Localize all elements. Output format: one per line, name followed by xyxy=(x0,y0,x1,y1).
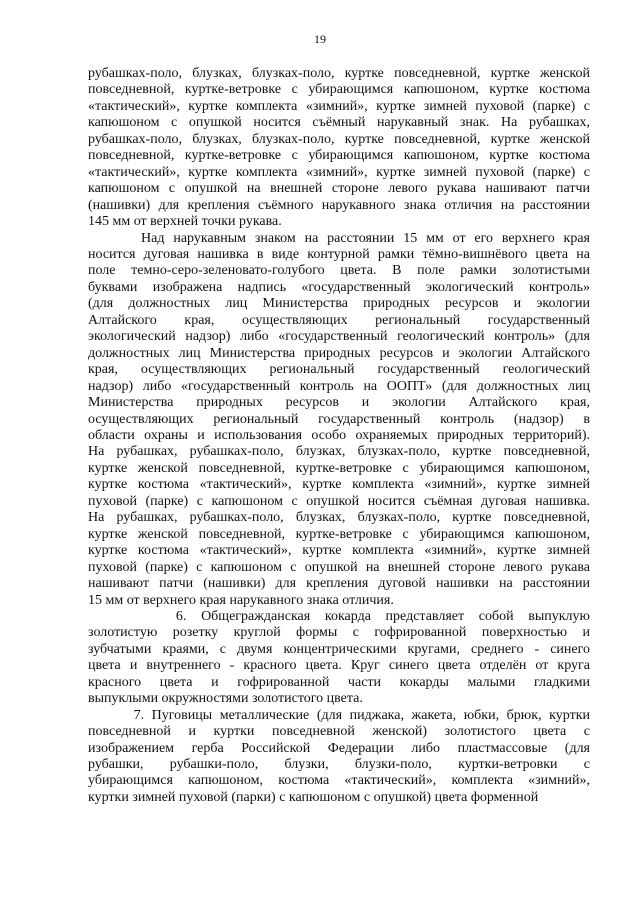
text-line: куртке женской повседневной, куртке-ветровке с убирающимся капюшоном, xyxy=(88,460,590,476)
text-line: 7. Пуговицы металлические (для пиджака, жакета, юбки, брюк, куртки xyxy=(88,707,590,723)
text-line: Алтайского края, осуществляющих региональный государственный xyxy=(88,312,590,328)
text-line: убирающимся капюшоном, костюма «тактический», комплекта «зимний», xyxy=(88,773,590,789)
text-line: 6. Общегражданская кокарда представляет собой выпуклую xyxy=(88,608,590,624)
text-line: 145 мм от верхней точки рукава. xyxy=(88,214,282,230)
text-line: куртке женской повседневной, куртке-ветровке с убирающимся капюшоном, xyxy=(88,526,590,542)
text-line: золотистую розетку круглой формы с гофрированной поверхностью и xyxy=(88,625,590,641)
text-line: осуществляющих региональный государственный контроль (надзор) в xyxy=(88,411,590,427)
text-line: нашивают патчи (нашивки) для крепления дуговой нашивки на расстоянии xyxy=(88,576,590,592)
text-line: (для должностных лиц Министерства природных ресурсов и экологии xyxy=(88,296,590,312)
text-line: повседневной, куртке-ветровке с убирающимся капюшоном, куртке костюма xyxy=(88,148,590,164)
paragraph-buttons xyxy=(88,708,590,807)
text-line: красного цвета и гофрированной части кокарды малыми гладкими xyxy=(88,674,590,690)
text-line: области охраны и использования особо охраняемых природных территорий). xyxy=(88,427,590,443)
text-line: надзор) либо «государственный контроль на ООПТ» (для должностных лиц xyxy=(88,378,590,394)
text-line: куртке костюма «тактический», куртке комплекта «зимний», куртке зимней xyxy=(88,543,590,559)
text-line: «тактический», куртке комплекта «зимний», куртке зимней пуховой (парке) с xyxy=(88,164,590,180)
text-line: На рубашках, рубашках-поло, блузках, блузках-поло, куртке повседневной, xyxy=(88,444,590,460)
text-line: повседневной и куртки повседневной женской) золотистого цвета с xyxy=(88,724,590,740)
text-line: На рубашках, рубашках-поло, блузках, блузках-поло, куртке повседневной, xyxy=(88,510,590,526)
text-line: рубашках-поло, блузках, блузках-поло, куртке повседневной, куртке женской xyxy=(88,66,590,81)
text-line: зубчатыми краями, с двумя концентрическими кругами, среднего - синего xyxy=(88,641,590,657)
text-line: 15 мм от верхнего края нарукавного знака отличия. xyxy=(88,592,394,608)
text-line: «тактический», куртке комплекта «зимний», куртке зимней пуховой (парке) с xyxy=(88,98,590,114)
text-line: буквами изображена надпись «государственный экологический контроль» xyxy=(88,279,590,295)
text-line: рубашках-поло, блузках, блузках-поло, куртке повседневной, куртке женской xyxy=(88,131,590,147)
text-line: выпуклыми окружностями золотистого цвета. xyxy=(88,691,363,707)
text-line: носится дуговая нашивка в виде контурной рамки тёмно-вишнёвого цвета на xyxy=(88,246,590,262)
document-body xyxy=(88,66,590,806)
text-line: изображением герба Российской Федерации либо пластмассовые (для xyxy=(88,740,590,756)
text-line: должностных лиц Министерства природных ресурсов и экологии Алтайского xyxy=(88,345,590,361)
text-line: Министерства природных ресурсов и экологии Алтайского края, xyxy=(88,395,590,411)
text-line: экологический надзор) либо «государственный геологический контроль» (для xyxy=(88,329,590,345)
text-line: (нашивки) для крепления съёмного нарукавного знака отличия на расстоянии xyxy=(88,197,590,213)
text-line: куртки зимней пуховой (парки) с капюшоном с опушкой) цвета форменной xyxy=(88,789,539,805)
text-line: капюшоном с опушкой носится съёмный нарукавный знак. На рубашках, xyxy=(88,115,590,131)
paragraph-cockade xyxy=(88,609,590,708)
text-line: цвета и внутреннего - красного цвета. Круг синего цвета отделён от круга xyxy=(88,658,590,674)
text-line: пуховой (парке) с капюшоном с опушкой на внешней стороне левого рукава xyxy=(88,559,590,575)
page-number: 19 xyxy=(314,32,326,46)
text-line: куртке костюма «тактический», куртке комплекта «зимний», куртке зимней xyxy=(88,477,590,493)
paragraph-sleeve-patch xyxy=(88,66,590,231)
text-line: края, осуществляющих региональный государственный геологический xyxy=(88,362,590,378)
text-line: пуховой (парке) с капюшоном с опушкой носится съёмная дуговая нашивка. xyxy=(88,493,590,509)
text-line: Над нарукавным знаком на расстоянии 15 мм от его верхнего края xyxy=(88,230,590,246)
text-line: поле темно-серо-зеленовато-голубого цвета. В поле рамки золотистыми xyxy=(88,263,590,279)
text-line: рубашки, рубашки-поло, блузки, блузки-поло, куртки-ветровки с xyxy=(88,757,590,773)
text-line: капюшоном с опушкой на внешней стороне левого рукава нашивают патчи xyxy=(88,181,590,197)
text-line: повседневной, куртке-ветровке с убирающимся капюшоном, куртке костюма xyxy=(88,82,590,98)
paragraph-arc-patch xyxy=(88,231,590,609)
